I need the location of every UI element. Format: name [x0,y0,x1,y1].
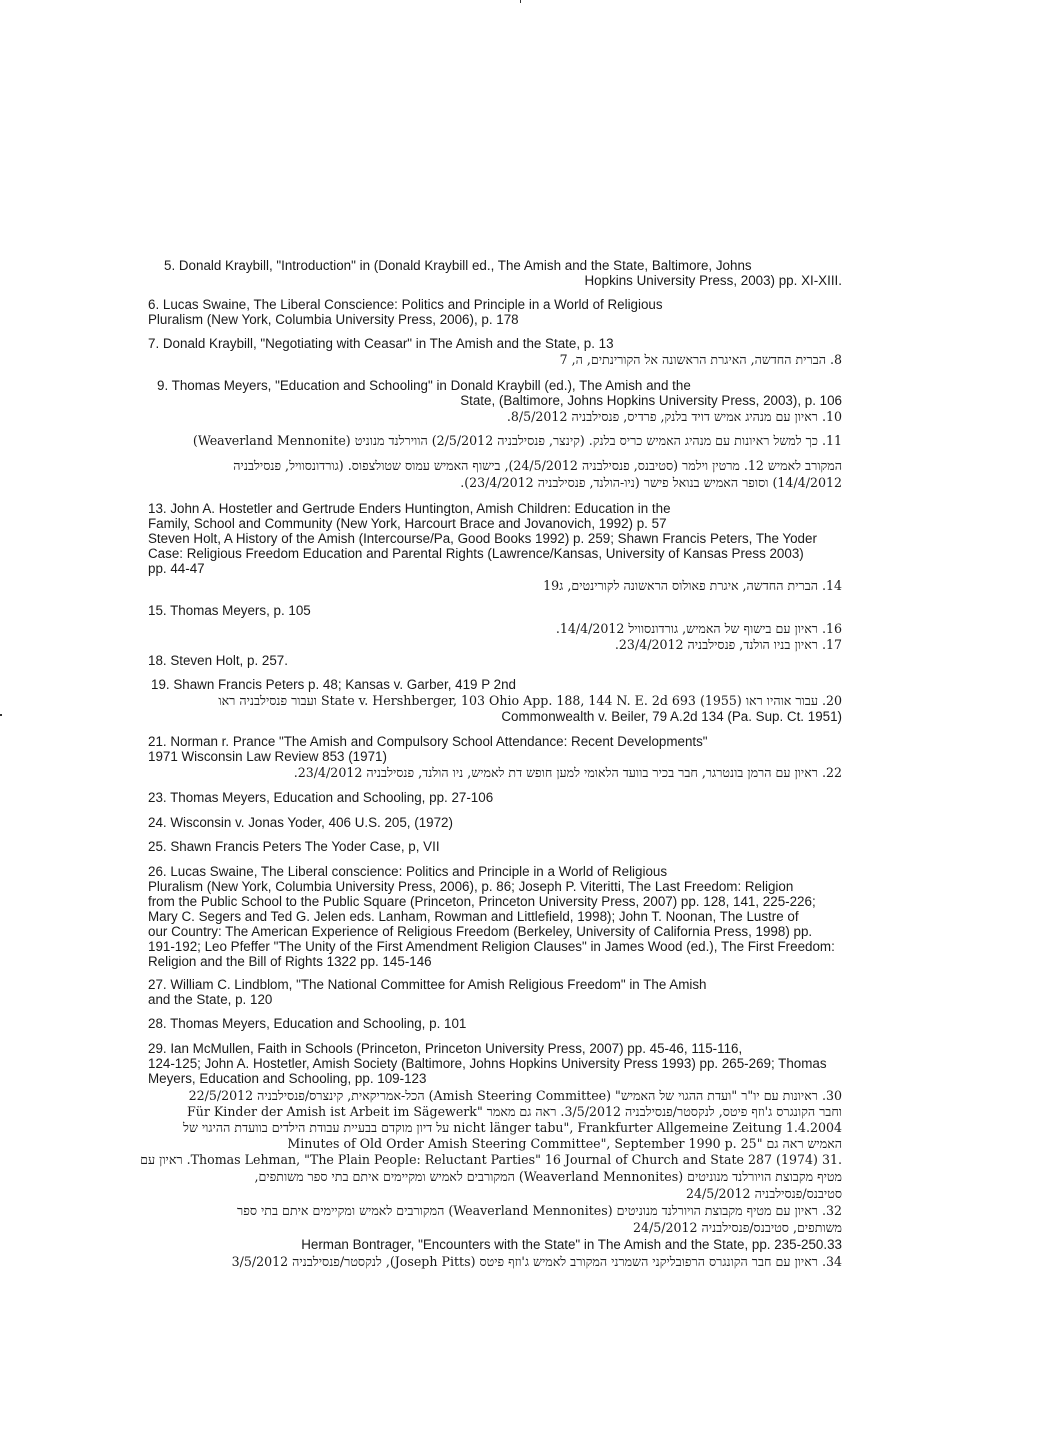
footnote-13-line-1: 13. John A. Hostetler and Gertrude Enders Huntington, Amish Children: Education in the [148,501,671,516]
footnote-13-line-4: Case: Religious Freedom Education and Parental Rights (Lawrence/Kansas, University of Kansas Press 2003) [148,546,804,561]
footnote-20-line-2: Commonwealth v. Beiler, 79 A.2d 134 (Pa. Sup. Ct. 1951) [501,709,842,724]
page-edge-mark [0,714,2,716]
footnote-17: 17. ראיון בניו הולנד, פנסילבניה 23/4/2012. [614,637,842,652]
footnote-29-line-1: 29. Ian McMullen, Faith in Schools (Princeton, Princeton University Press, 2007) pp. 45-46, 115-116, [148,1041,743,1056]
footnote-27-line-1: 27. William C. Lindblom, "The National Committee for Amish Religious Freedom" in The Amish [148,977,707,992]
footnote-30-line-3: nicht länger tabu", Frankfurter Allgemeine Zeitung 1.4.2004 על דיון מוקדם בבעיית עבודת הילדים בוועדת ההיגוי של [183,1120,842,1135]
footnote-25: 25. Shawn Francis Peters The Yoder Case, p, VII [148,839,440,854]
footnote-11: 11. כך למשל ראיונות עם מנהיג האמיש כריס בלנק. (קינצר, פנסילבניה 2/5/2012) הווירלנד מנוניט (Weaverland Mennonite) [192,433,842,448]
footnote-26-line-7: Religion and the Bill of Rights 1322 pp. 145-146 [148,954,432,969]
footnote-12-line-2: 14/4/2012) וסופר האמיש בנואל פישר (ניו-הולנד, פנסילבניה 23/4/2012). [460,475,842,490]
footnote-5-line-2: Hopkins University Press, 2003) pp. XI-XIII. [584,273,842,288]
footnote-16: 16. ראיון עם בישוף של האמיש, גורדונסוויל 14/4/2012. [555,621,842,636]
footnote-28: 28. Thomas Meyers, Education and Schooling, p. 101 [148,1016,467,1031]
footnote-14: 14. הברית החדשה, איגרת פאולוס הראשונה לקורינטים, ג19 [543,578,842,593]
footnote-9-line-1: 9. Thomas Meyers, "Education and Schooling" in Donald Kraybill (ed.), The Amish and the [157,378,691,393]
page-edge-mark [520,0,521,3]
footnote-7: 7. Donald Kraybill, "Negotiating with Ceasar" in The Amish and the State, p. 13 [148,336,614,351]
footnote-30-line-4: האמיש ראה גם "Minutes of Old Order Amish Steering Committee", September 1990 p. 25 [287,1136,842,1151]
footnote-8: 8. הברית החדשה, האיגרת הראשונה אל הקורינתים, ה, 7 [559,352,842,367]
footnote-34: 34. ראיון עם חבר הקונגרס הרפובליקני השמרני המקורב לאמיש ג'וזף פיטס (Joseph Pitts), לנקסטר/פנסילבניה 3/5/2012 [231,1254,842,1269]
footnote-10: 10. ראיון עם מנהיג אמיש דויד בלנק, פרדיס, פנסילבניה 8/5/2012. [506,409,842,424]
footnote-33: Herman Bontrager, "Encounters with the State" in The Amish and the State, pp. 235-250.33 [301,1237,842,1252]
footnote-29-line-2: 124-125; John A. Hostetler, Amish Society (Baltimore, Johns Hopkins University Press 1993) pp. 265-269; Thomas [148,1056,827,1071]
footnote-6-line-2: Pluralism (New York, Columbia University Press, 2006), p. 178 [148,312,519,327]
footnote-31-line-2: מטיף מקבוצת הויורלנד מנוניטים (Weaverland Mennonites) המקורבים לאמיש ומקיימים איתם בתי ספר משותפים, [254,1169,842,1184]
footnote-18: 18. Steven Holt, p. 257. [148,653,288,668]
footnote-27-line-2: and the State, p. 120 [148,992,273,1007]
footnote-23: 23. Thomas Meyers, Education and Schooling, pp. 27-106 [148,790,494,805]
footnote-12-line-1: המקורב לאמיש 12. מרטין וילמר (סטיבנס, פנסילבניה 24/5/2012), בישוף האמיש עמוס שטולצפוס. (גורדונסוויל, פנסילבניה [233,458,842,473]
footnote-9-line-2: State, (Baltimore, Johns Hopkins University Press, 2003), p. 106 [460,393,842,408]
footnote-26-line-1: 26. Lucas Swaine, The Liberal conscience: Politics and Principle in a World of Religious [148,864,668,879]
footnote-19: 19. Shawn Francis Peters p. 48; Kansas v. Garber, 419 P 2nd [151,677,516,692]
footnote-21-line-1: 21. Norman r. Prance "The Amish and Compulsory School Attendance: Recent Developments" [148,734,708,749]
footnote-32-line-1: 32. ראיון עם מטיף מקבוצת הויורלנד מנוניטים (Weaverland Mennonites) המקורבים לאמיש ומקיימים איתם בתי ספר [237,1203,842,1218]
footnote-22: 22. ראיון עם הרמן בונטרגר, חבר בכיר בוועד הלאומי למען חופש דת לאמיש, ניו הולנד, פנסילבניה 23/4/2012. [293,765,842,780]
footnote-20-line-1: 20. עבור אוהיו ראו State v. Hershberger, 103 Ohio App. 188, 144 N. E. 2d 693 (1955) ועבור פנסילבניה ראו [218,693,842,708]
footnote-26-line-5: our Country: The American Experience of Religious Freedom (Berkeley, University of California Press, 1998) pp. [148,924,813,939]
footnote-21-line-2: 1971 Wisconsin Law Review 853 (1971) [148,749,387,764]
footnote-29-line-3: Meyers, Education and Schooling, pp. 109-123 [148,1071,427,1086]
footnote-31-line-3: סטיבנס/פנסילבניה 24/5/2012 [686,1186,842,1201]
footnote-32-line-2: משותפים, סטיבנס/פנסילבניה 24/5/2012 [632,1220,842,1235]
footnote-5-line-1: 5. Donald Kraybill, "Introduction" in (Donald Kraybill ed., The Amish and the State, Baltimore, Johns [164,258,752,273]
footnote-26-line-2: Pluralism (New York, Columbia University Press, 2006), p. 86; Joseph P. Viteritti, The Last Freedom: Religion [148,879,794,894]
footnote-26-line-6: 191-192; Leo Pfeffer "The Unity of the First Amendment Religion Clauses" in James Wood (ed.), The First Freedom: [148,939,835,954]
footnote-26-line-3: from the Public School to the Public Square (Princeton, Princeton University Press, 2007) pp. 128, 141, 225-226; [148,894,816,909]
footnote-6-line-1: 6. Lucas Swaine, The Liberal Conscience: Politics and Principle in a World of Religious [148,297,663,312]
footnote-15: 15. Thomas Meyers, p. 105 [148,603,311,618]
footnote-26-line-4: Mary C. Segers and Ted G. Jelen eds. Lanham, Rowman and Littlefield, 1998); John T. Noonan, The Lustre of [148,909,799,924]
footnote-13-line-2: Family, School and Community (New York, Harcourt Brace and Jovanovich, 1992) p. 57 [148,516,667,531]
footnote-30-line-2: וחבר הקונגרס ג'וזף פיטס, לנקסטר/פנסילבניה 3/5/2012. ראה גם מאמר "Für Kinder der Amish ist Arbeit im Sägewerk [187,1104,842,1119]
footnote-13-line-5: pp. 44-47 [148,561,205,576]
footnote-13-line-3: Steven Holt, A History of the Amish (Intercourse/Pa, Good Books 1992) p. 259; Shawn Francis Peters, The Yoder [148,531,817,546]
footnote-24: 24. Wisconsin v. Jonas Yoder, 406 U.S. 205, (1972) [148,815,453,830]
footnote-30-line-1: 30. ראיונות עם יו"ר "ועדת ההגוי של האמיש" (Amish Steering Committee) הכל-אמריקאית, קינצרס/פנסילבניה 22/5/2012 [188,1088,842,1103]
footnote-31-line-1: .31 Thomas Lehman, "The Plain People: Reluctant Parties" 16 Journal of Church and State 287 (1974). ראיון עם [140,1152,842,1167]
